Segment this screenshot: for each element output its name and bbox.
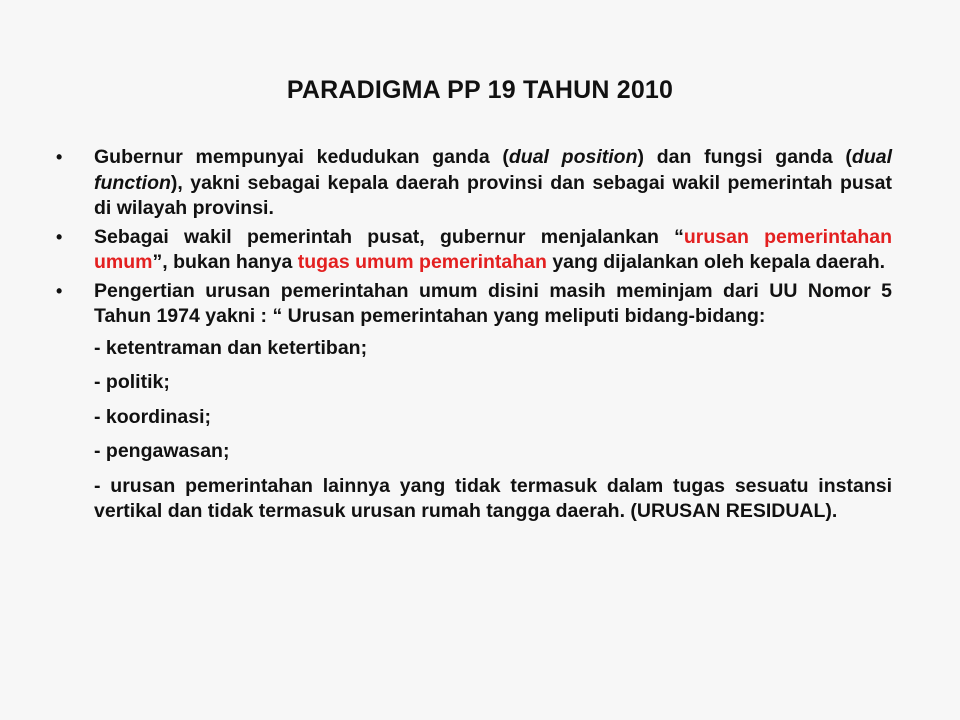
bullet-item-2	[56, 225, 892, 276]
bullet-text	[94, 145, 892, 222]
bullet-text-part: ), yakni sebagai kepala daerah provinsi dan sebagai wakil pemerintah pusat di wilayah provinsi.	[94, 171, 892, 219]
bullet-text-part: yang dijalankan oleh kepala daerah.	[546, 251, 886, 273]
sub-item: - urusan pemerintahan lainnya yang tidak termasuk dalam tugas sesuatu instansi vertikal dan tidak termasuk urusan rumah tangga daerah. (URUSAN RESIDUAL).	[94, 474, 892, 522]
bullet-dot-icon: •	[56, 147, 63, 167]
highlighted-term: urusan pemerintahan umum	[94, 225, 893, 273]
bullet-text	[94, 225, 892, 276]
highlighted-term: tugas umum pemerintahan	[297, 251, 547, 273]
sub-item: - politik;	[94, 371, 170, 393]
bullet-text-part: ) dan fungsi ganda (	[637, 146, 852, 168]
bullet-text-part: Gubernur mempunyai kedudukan ganda (	[94, 146, 509, 168]
slide-title: PARADIGMA PP 19 TAHUN 2010	[286, 76, 674, 104]
sub-item: - koordinasi;	[94, 405, 212, 428]
sub-item: - ketentraman dan ketertiban;	[94, 336, 368, 359]
bullet-text: Pengertian urusan pemerintahan umum disini masih meminjam dari UU Nomor 5 Tahun 1974 yakni : “ Urusan pemerintahan yang meliputi bidang-bidang:	[94, 279, 892, 327]
bullet-text-part: ”, bukan hanya	[152, 251, 298, 273]
bullet-dot-icon: •	[56, 280, 63, 301]
italic-term: dual function	[94, 146, 893, 194]
bullet-item-1	[56, 145, 892, 222]
bullet-text-part: Sebagai wakil pemerintah pusat, gubernur menjalankan “	[94, 225, 684, 248]
sub-item: - pengawasan;	[94, 440, 230, 462]
bullet-dot-icon: •	[56, 226, 63, 247]
slide-body	[56, 145, 892, 525]
bullet-item-3	[56, 279, 892, 330]
italic-term: dual position	[508, 146, 638, 168]
